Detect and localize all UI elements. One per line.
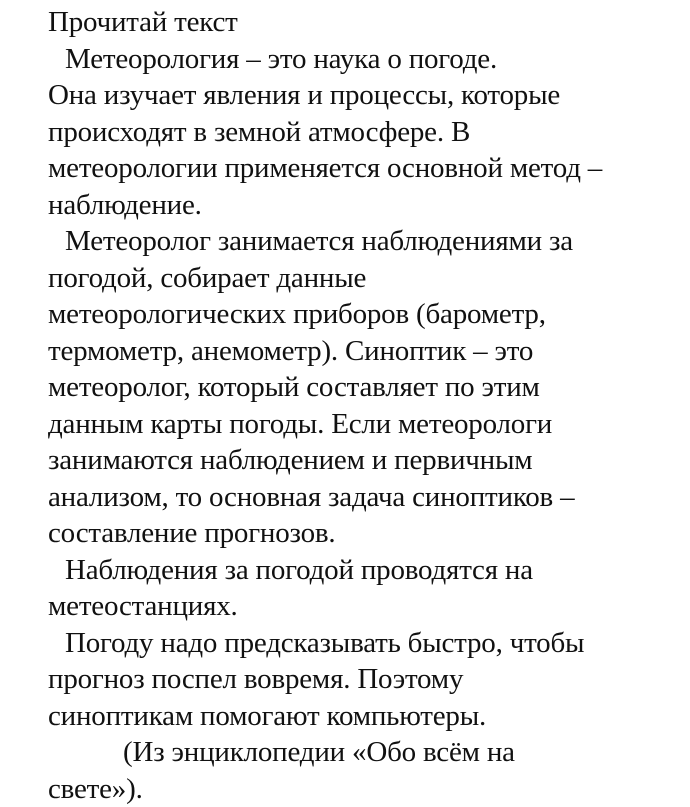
document-heading: Прочитай текст <box>48 4 678 41</box>
text-line: метеоролог, который составляет по этим <box>48 369 678 406</box>
text-line: анализом, то основная задача синоптиков – <box>48 479 678 516</box>
text-line: Метеорология – это наука о погоде. <box>48 41 678 78</box>
text-line: термометр, анемометр). Синоптик – это <box>48 333 678 370</box>
text-line: метеорологических приборов (барометр, <box>48 296 678 333</box>
text-line: Погоду надо предсказывать быстро, чтобы <box>48 625 678 662</box>
text-line: метеорологии применяется основной метод – <box>48 150 678 187</box>
text-line: синоптикам помогают компьютеры. <box>48 698 678 735</box>
text-line: Она изучает явления и процессы, которые <box>48 77 678 114</box>
text-line: Метеоролог занимается наблюдениями за <box>48 223 678 260</box>
text-line: (Из энциклопедии «Обо всём на <box>48 734 678 771</box>
text-line: происходят в земной атмосфере. В <box>48 114 678 151</box>
text-line: прогноз поспел вовремя. Поэтому <box>48 661 678 698</box>
paragraph-3 <box>48 552 678 625</box>
text-line: метеостанциях. <box>48 588 678 625</box>
text-line: Наблюдения за погодой проводятся на <box>48 552 678 589</box>
paragraph-1 <box>48 41 678 224</box>
text-line: погодой, собирает данные <box>48 260 678 297</box>
document-page <box>48 4 678 807</box>
text-line: свете»). <box>48 771 678 807</box>
text-line: составление прогнозов. <box>48 515 678 552</box>
text-line: данным карты погоды. Если метеорологи <box>48 406 678 443</box>
paragraph-4 <box>48 625 678 735</box>
source-citation <box>48 734 678 807</box>
text-line: занимаются наблюдением и первичным <box>48 442 678 479</box>
text-line: наблюдение. <box>48 187 678 224</box>
paragraph-2 <box>48 223 678 552</box>
